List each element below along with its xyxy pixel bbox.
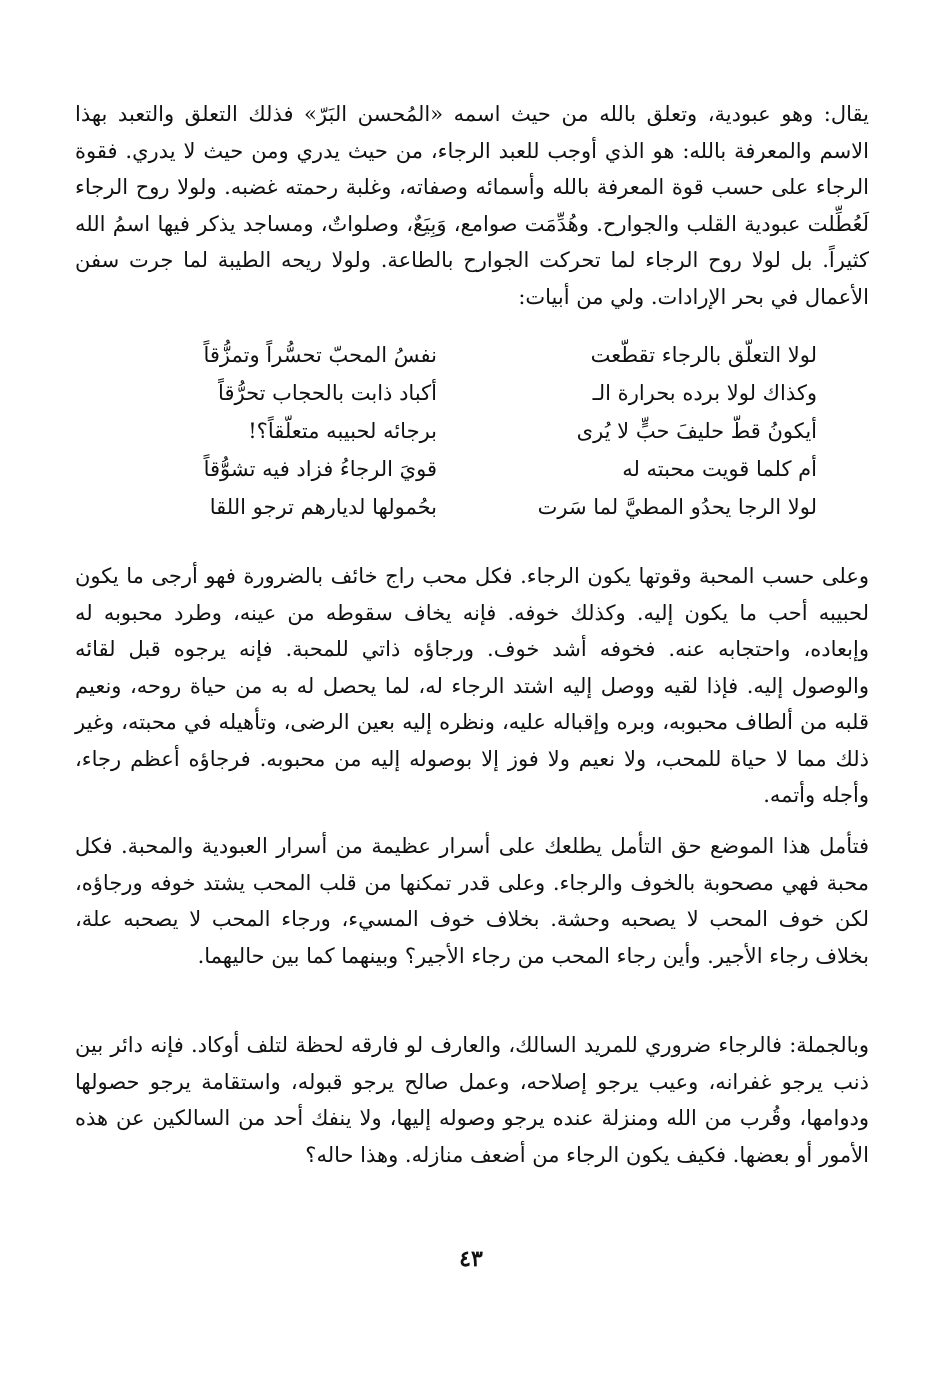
- poem-verse-1: [125, 336, 817, 374]
- paragraph-2: وعلى حسب المحبة وقوتها يكون الرجاء. فكل محب راج خائف بالضرورة فهو أرجى ما يكون لحبيبه أحب ما يكون إليه. وكذلك خوفه. فإنه يخاف سقوطه من عينه، وطرد محبوبه له وإبعاده، واحتجابه عنه. فخوفه أشد خوف. ورجاؤه ذاتي للمحبة. فإنه يرجوه قبل لقائه والوصول إليه. فإذا لقيه ووصل إليه اشتد الرجاء له، لما يحصل له به من حياة روحه، ونعيم قلبه من ألطاف محبوبه، وبره وإقباله عليه، ونظره إليه بعين الرضى، وتأهيله في محبته، وغير ذلك مما لا حياة للمحب، ولا نعيم ولا فوز إلا بوصوله إليه من محبوبه. فرجاؤه أعظم رجاء، وأجله وأتمه.: [75, 564, 869, 807]
- paragraph-4: وبالجملة: فالرجاء ضروري للمريد السالك، والعارف لو فارقه لحظة لتلف أوكاد. فإنه دائر بين ذنب يرجو غفرانه، وعيب يرجو إصلاحه، وعمل صالح يرجو قبوله، واستقامة يرجو حصولها ودوامها، وقُرب من الله ومنزلة عنده يرجو وصوله إليها، ولا ينفك أحد من السالكين عن هذه الأمور أو بعضها. فكيف يكون الرجاء من أضعف منازله. وهذا حاله؟: [75, 1033, 869, 1167]
- verse-1-second-hemistich: نفسُ المحبّ تحسُّراً وتمزُّقاً: [203, 343, 437, 367]
- verse-1-first-hemistich: لولا التعلّق بالرجاء تقطّعت: [590, 343, 817, 367]
- poem: [125, 336, 817, 526]
- page-number: ٤٣: [459, 1246, 483, 1272]
- poem-verse-2: [125, 374, 817, 412]
- poem-verse-5: [125, 488, 817, 526]
- verse-3-second-hemistich: برجائه لحبيبه متعلّقاً؟!: [248, 419, 437, 443]
- verse-3-first-hemistich: أيكونُ قطّ حليفَ حبٍّ لا يُرى: [576, 419, 817, 443]
- paragraph-3: فتأمل هذا الموضع حق التأمل يطلعك على أسرار عظيمة من أسرار العبودية والمحبة. فكل محبة فهي مصحوبة بالخوف والرجاء. وعلى قدر تمكنها من قلب المحب يشتد خوفه ورجاؤه، لكن خوف المحب لا يصحبه وحشة. بخلاف خوف المسيء، ورجاء المحب لا يصحبه علة، بخلاف رجاء الأجير. وأين رجاء المحب من رجاء الأجير؟ وبينهما كما بين حاليهما.: [75, 834, 870, 968]
- verse-4-second-hemistich: قويَ الرجاءُ فزاد فيه تشوُّقاً: [203, 457, 437, 481]
- verse-2-first-hemistich: وكذاك لولا برده بحرارة الـ: [592, 381, 817, 405]
- paragraph-1: يقال: وهو عبودية، وتعلق بالله من حيث اسمه «المُحسن البَرّ» فذلك التعلق والتعبد بهذا الاسم والمعرفة بالله: هو الذي أوجب للعبد الرجاء، من حيث يدري ومن حيث لا يدري. فقوة الرجاء على حسب قوة المعرفة بالله وأسمائه وصفاته، وغلبة رحمته غضبه. ولولا روح الرجاء لَعُطِّلت عبودية القلب والجوارح. وهُدِّمَت صوامع، وَبِيَعٌ، وصلواتٌ، ومساجد يذكر فيها اسمُ الله كثيراً. بل لولا روح الرجاء لما تحركت الجوارح بالطاعة. ولولا ريحه الطيبة لما جرت سفن الأعمال في بحر الإرادات. ولي من أبيات:: [75, 102, 869, 309]
- poem-verse-3: [125, 412, 817, 450]
- verse-5-second-hemistich: بحُمولها لديارهم ترجو اللقا: [209, 495, 437, 519]
- verse-4-first-hemistich: أم كلما قويت محبته له: [622, 457, 817, 481]
- verse-2-second-hemistich: أكباد ذابت بالحجاب تحرُّقاً: [218, 381, 437, 405]
- verse-5-first-hemistich: لولا الرجا يحدُو المطيَّ لما سَرت: [537, 495, 817, 519]
- poem-verse-4: [125, 450, 817, 488]
